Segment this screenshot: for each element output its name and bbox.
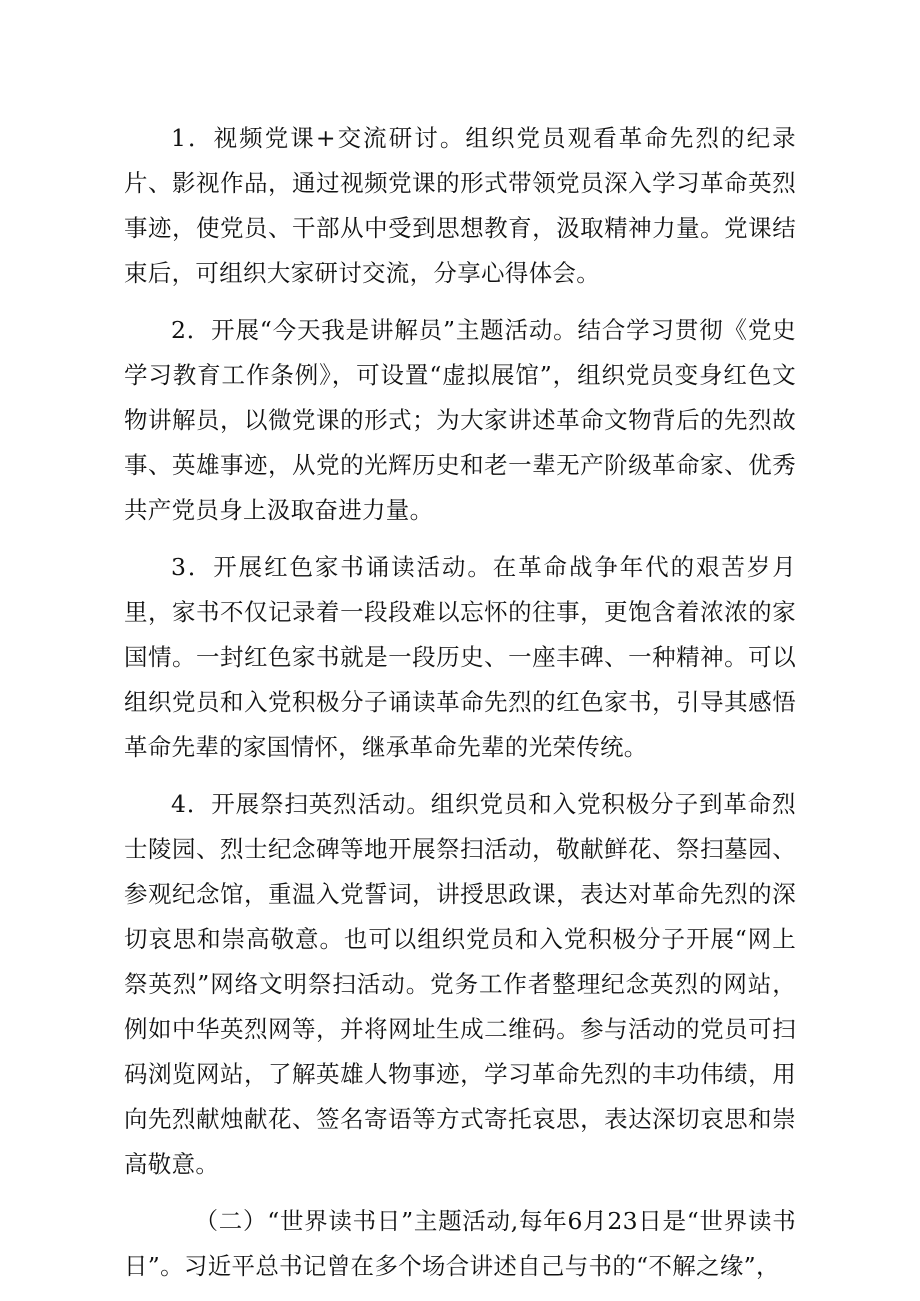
section-heading-paragraph: （二）“世界读书日”主题活动,每年6月23日是“世界读书日”。习近平总书记曾在多个场合讲述自己与书的“不解之缘”， bbox=[124, 1207, 796, 1280]
document-body bbox=[124, 116, 796, 1289]
paragraph-item-2: 2．开展“今天我是讲解员”主题活动。结合学习贯彻《党史学习教育工作条例》，可设置“虚拟展馆”，组织党员变身红色文物讲解员，以微党课的形式；为大家讲述革命文物背后的先烈故事、英雄事迹，从党的光辉历史和老一辈无产阶级革命家、优秀共产党员身上汲取奋进力量。 bbox=[124, 316, 796, 524]
paragraph-item-4: 4．开展祭扫英烈活动。组织党员和入党积极分子到革命烈士陵园、烈士纪念碑等地开展祭扫活动，敬献鲜花、祭扫墓园、参观纪念馆，重温入党誓词，讲授思政课，表达对革命先烈的深切哀思和崇高敬意。也可以组织党员和入党积极分子开展“网上祭英烈”网络文明祭扫活动。党务工作者整理纪念英烈的网站，例如中华英烈网等，并将网址生成二维码。参与活动的党员可扫码浏览网站，了解英雄人物事迹，学习革命先烈的丰功伟绩，用向先烈献烛献花、签名寄语等方式寄托哀思，表达深切哀思和崇高敬意。 bbox=[124, 790, 796, 1178]
paragraph-item-1: 1．视频党课+交流研讨。组织党员观看革命先烈的纪录片、影视作品，通过视频党课的形式带领党员深入学习革命英烈事迹，使党员、干部从中受到思想教育，汲取精神力量。党课结束后，可组织大家研讨交流，分享心得体会。 bbox=[124, 124, 796, 287]
paragraph-item-3: 3．开展红色家书诵读活动。在革命战争年代的艰苦岁月里，家书不仅记录着一段段难以忘怀的往事，更饱含着浓浓的家国情。一封红色家书就是一段历史、一座丰碑、一种精神。可以组织党员和入党积极分子诵读革命先烈的红色家书，引导其感悟革命先辈的家国情怀，继承革命先辈的光荣传统。 bbox=[124, 553, 796, 761]
